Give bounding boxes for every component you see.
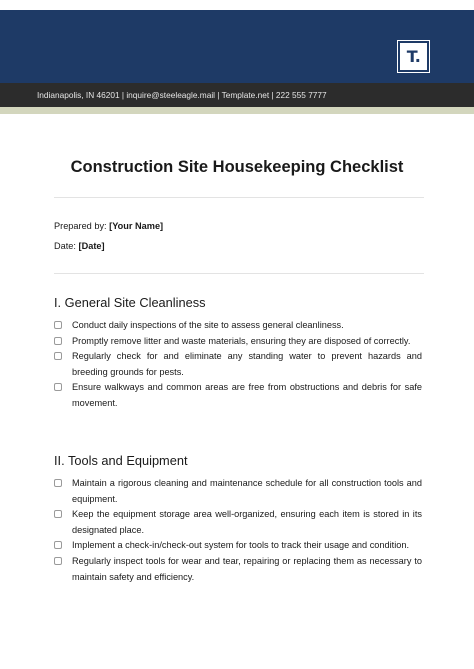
checkbox[interactable]: [54, 541, 62, 549]
prepared-by-value: [Your Name]: [109, 221, 164, 231]
list-item: [54, 380, 422, 411]
accent-strip: [0, 107, 474, 114]
document-title: Construction Site Housekeeping Checklist: [70, 158, 404, 176]
prepared-by-label: Prepared by:: [54, 221, 107, 231]
list-item-text: Ensure walkways and common areas are free from obstructions and debris for safe movement.: [72, 382, 422, 408]
list-item-text: Implement a check-in/check-out system for tools to track their usage and condition.: [72, 540, 410, 551]
list-item-text: Promptly remove litter and waste materials, ensuring they are disposed of correctly.: [72, 335, 411, 346]
divider-meta: [54, 273, 424, 274]
checkbox[interactable]: [54, 479, 62, 487]
list-item: [54, 507, 422, 538]
list-item-text: Regularly inspect tools for wear and tear, repairing or replacing them as necessary to maintain safety and efficiency.: [72, 555, 422, 582]
logo: [398, 41, 429, 72]
contact-info: Indianapolis, IN 46201 | inquire@steeleagle.mail | Template.net | 222 555 7777: [37, 90, 327, 100]
date-line: [54, 241, 105, 251]
checklist-general-site: [54, 318, 422, 412]
contact-bar: [0, 83, 474, 107]
checklist-tools-equipment: [54, 476, 422, 585]
checkbox[interactable]: [54, 383, 62, 391]
prepared-by-line: [54, 221, 163, 231]
checkbox[interactable]: [54, 337, 62, 345]
list-item-text: Maintain a rigorous cleaning and maintenance schedule for all construction tools and equipment.: [72, 478, 422, 504]
date-value: [Date]: [78, 241, 105, 251]
checkbox[interactable]: [54, 557, 62, 565]
divider-top: [54, 197, 424, 198]
list-item: [54, 318, 422, 334]
list-item: [54, 476, 422, 507]
list-item-text: Regularly check for and eliminate any standing water to prevent hazards and breeding grounds for pests.: [72, 351, 422, 377]
checkbox[interactable]: [54, 510, 62, 518]
list-item-text: Keep the equipment storage area well-organized, ensuring each item is stored in its designated place.: [72, 509, 422, 535]
date-label: Date:: [54, 241, 76, 251]
checkbox[interactable]: [54, 352, 62, 360]
list-item: [54, 538, 422, 554]
list-item: [54, 554, 422, 585]
section-heading: I. General Site Cleanliness: [54, 295, 206, 310]
section-heading: II. Tools and Equipment: [54, 453, 188, 468]
list-item: [54, 349, 422, 380]
list-item: [54, 334, 422, 350]
logo-text: T.: [406, 47, 421, 66]
list-item-text: Conduct daily inspections of the site to assess general cleanliness.: [72, 320, 344, 330]
checkbox[interactable]: [54, 321, 62, 329]
